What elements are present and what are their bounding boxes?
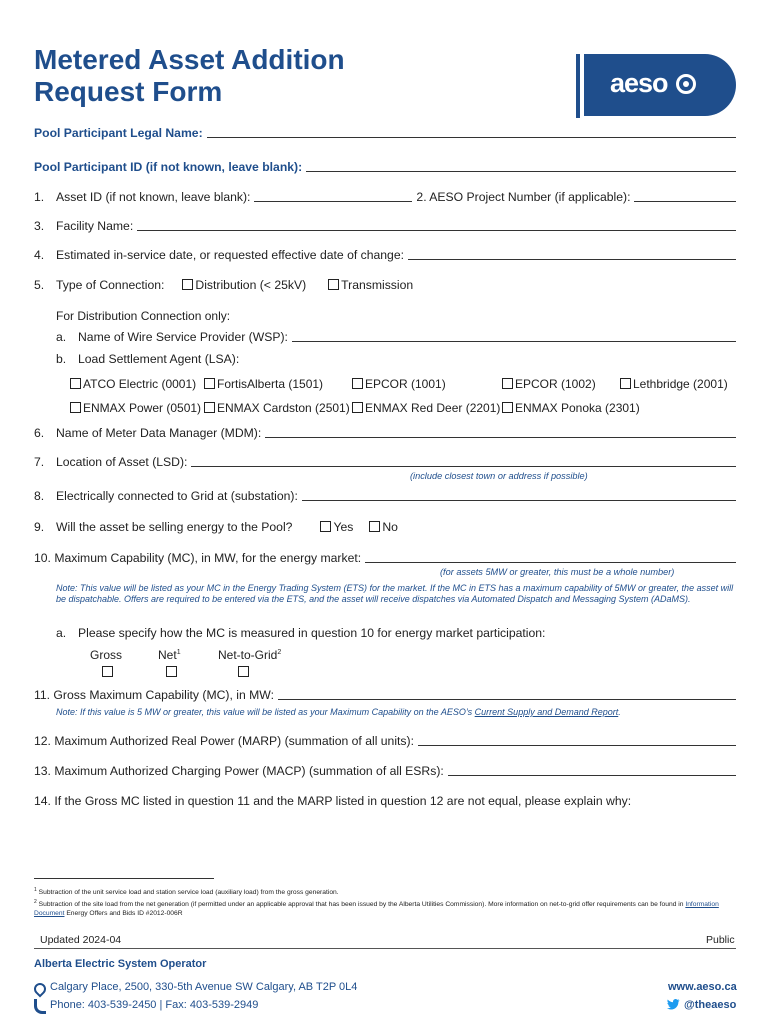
information-document-link[interactable]: Information Document — [34, 901, 719, 918]
participant-id-label: Pool Participant ID (if not known, leave blank): — [34, 160, 303, 174]
project-number-field[interactable] — [634, 201, 736, 202]
lsa-checkbox[interactable] — [352, 402, 363, 413]
q11-label: 11. Gross Maximum Capability (MC), in MW: — [34, 688, 274, 702]
lsa-option — [502, 377, 596, 391]
footnote-2-text: Subtraction of the site load from the net generation (if permitted under an applicable approval that has been issued by the Alberta Utilities Commission). More information on net-to-grid offer requirements can be found in — [38, 901, 686, 909]
footnote-2 — [34, 898, 738, 918]
yes-option — [320, 520, 353, 534]
logo-sun-icon — [676, 74, 696, 94]
q8-label: Electrically connected to Grid at (substation): — [56, 489, 298, 503]
in-service-date-field[interactable] — [408, 259, 736, 260]
footnote-2-end: Energy Offers and Bids ID #2012-006R — [64, 910, 183, 918]
distribution-only-label: For Distribution Connection only: — [56, 309, 231, 323]
location-field[interactable] — [191, 466, 736, 467]
footnote-divider — [34, 878, 214, 879]
legal-name-label: Pool Participant Legal Name: — [34, 126, 203, 140]
lsa-option-label: EPCOR (1001) — [365, 377, 446, 391]
q10a-number: a. — [56, 626, 67, 640]
lsa-option — [352, 401, 500, 415]
q5a-label: Name of Wire Service Provider (WSP): — [78, 330, 288, 344]
q5-row — [34, 278, 736, 292]
q9-label: Will the asset be selling energy to the Pool? — [56, 520, 293, 534]
participant-id-row — [34, 160, 736, 174]
q1-row — [34, 190, 736, 204]
lsa-option — [352, 377, 446, 391]
q5-number: 5. — [34, 278, 45, 292]
lsa-checkbox[interactable] — [502, 402, 513, 413]
lsa-option — [204, 401, 350, 415]
q5-label: Type of Connection: — [56, 278, 165, 292]
footnote-1 — [34, 886, 738, 897]
q10-note: Note: This value will be listed as your MC in the Energy Trading System (ETS) for the market. If the MC in ETS has a maximum capability of 5MW or greater, the asset will be dispatchable. Offers are required to be entered via the ETS, and the asset will receive dispatches via Automated Dispatch and Messaging System (ADaMS). — [56, 583, 734, 604]
q6-number: 6. — [34, 426, 45, 440]
q3-number: 3. — [34, 219, 45, 233]
mc-ntg-footnote-ref: 2 — [277, 649, 282, 656]
q10-label: 10. Maximum Capability (MC), in MW, for the energy market: — [34, 551, 362, 565]
lsa-checkbox[interactable] — [620, 378, 631, 389]
q7-number: 7. — [34, 455, 45, 469]
distribution-checkbox[interactable] — [182, 279, 193, 290]
phone-fax: Phone: 403-539-2450 | Fax: 403-539-2949 — [50, 999, 259, 1011]
lsa-option — [204, 377, 323, 391]
q5a-number: a. — [56, 330, 67, 344]
yes-checkbox[interactable] — [320, 521, 331, 532]
q14-label: 14. If the Gross MC listed in question 11 and the MARP listed in question 12 are not equal, please explain why: — [34, 794, 632, 808]
q11-row — [34, 688, 736, 702]
q7-hint: (include closest town or address if possible) — [410, 471, 588, 481]
location-pin-icon — [32, 981, 49, 998]
mc-gross-label: Gross — [90, 648, 123, 662]
lsa-option — [70, 401, 201, 415]
q10-row — [34, 551, 736, 565]
logo-text: aeso — [610, 68, 668, 98]
q1-label: Asset ID (if not known, leave blank): — [56, 190, 251, 204]
lsa-option-label: FortisAlberta (1501) — [217, 377, 324, 391]
twitter-icon — [667, 999, 680, 1010]
footnote-1-number: 1 — [34, 887, 37, 893]
mc-ntg-text: Net-to-Grid — [218, 648, 278, 662]
q9-number: 9. — [34, 520, 45, 534]
legal-name-field[interactable] — [207, 137, 736, 138]
transmission-checkbox[interactable] — [328, 279, 339, 290]
no-checkbox[interactable] — [369, 521, 380, 532]
mc-net-footnote-ref: 1 — [176, 649, 181, 656]
supply-demand-report-link[interactable]: Current Supply and Demand Report — [474, 707, 619, 717]
footer-divider — [34, 948, 736, 949]
transmission-option — [328, 278, 413, 292]
lsa-option-label: ENMAX Red Deer (2201) — [365, 401, 501, 415]
transmission-option-label: Transmission — [341, 278, 414, 292]
twitter-handle[interactable]: @theaeso — [684, 999, 737, 1011]
facility-name-field[interactable] — [137, 230, 736, 231]
footnote-1-text: Subtraction of the unit service load and station service load (auxiliary load) from the gross generation. — [38, 889, 339, 897]
mc-field[interactable] — [365, 562, 736, 563]
mc-net-label — [158, 648, 181, 662]
q10a-row — [56, 626, 736, 640]
q13-label: 13. Maximum Authorized Charging Power (MACP) (summation of all ESRs): — [34, 764, 444, 778]
lsa-option-label: ENMAX Cardston (2501) — [217, 401, 350, 415]
lsa-checkbox[interactable] — [204, 378, 215, 389]
lsa-checkbox[interactable] — [70, 378, 81, 389]
organization-name: Alberta Electric System Operator — [34, 958, 207, 970]
classification: Public — [706, 934, 735, 946]
q1-number: 1. — [34, 190, 45, 204]
lsa-option — [502, 401, 640, 415]
q7-label: Location of Asset (LSD): — [56, 455, 188, 469]
lsa-option — [70, 377, 196, 391]
lsa-option — [620, 377, 728, 391]
q6-row — [34, 426, 736, 440]
yes-label: Yes — [333, 520, 354, 534]
mc-gross-checkbox[interactable] — [102, 666, 113, 677]
logo-divider — [576, 54, 580, 118]
mc-ntg-checkbox[interactable] — [238, 666, 249, 677]
title-line-2: Request Form — [34, 76, 223, 107]
asset-id-field[interactable] — [254, 201, 412, 202]
q11-note — [56, 707, 736, 718]
q4-number: 4. — [34, 248, 45, 262]
q13-row — [34, 764, 736, 778]
q3-row — [34, 219, 736, 233]
q12-label: 12. Maximum Authorized Real Power (MARP) (summation of all units): — [34, 734, 414, 748]
no-label: No — [382, 520, 398, 534]
q11-note-text: Note: If this value is 5 MW or greater, this value will be listed as your Maximum Capability on the AESO’s — [56, 707, 475, 717]
q8-number: 8. — [34, 489, 45, 503]
q2-label: 2. AESO Project Number (if applicable): — [416, 190, 631, 204]
q3-label: Facility Name: — [56, 219, 134, 233]
no-option — [369, 520, 398, 534]
marp-field[interactable] — [418, 745, 736, 746]
explanation-area[interactable] — [34, 812, 736, 872]
q5a-row — [56, 330, 736, 344]
lsa-checkbox[interactable] — [352, 378, 363, 389]
q12-row — [34, 734, 736, 748]
lsa-option-label: EPCOR (1002) — [515, 377, 596, 391]
mc-net-text: Net — [158, 648, 177, 662]
q11-note-end: . — [618, 707, 621, 717]
participant-id-field[interactable] — [306, 171, 736, 172]
q5b-number: b. — [56, 352, 67, 366]
q4-row — [34, 248, 736, 262]
lsa-option-label: Lethbridge (2001) — [633, 377, 728, 391]
phone-icon — [34, 999, 46, 1014]
lsa-checkbox[interactable] — [502, 378, 513, 389]
q10a-label: Please specify how the MC is measured in question 10 for energy market participation: — [78, 626, 546, 640]
footnote-2-number: 2 — [34, 899, 37, 905]
lsa-checkbox[interactable] — [204, 402, 215, 413]
distribution-option — [182, 278, 306, 292]
mc-net-checkbox[interactable] — [166, 666, 177, 677]
address: Calgary Place, 2500, 330-5th Avenue SW Calgary, AB T2P 0L4 — [50, 981, 358, 993]
lsa-option-label: ENMAX Ponoka (2301) — [515, 401, 640, 415]
q4-label: Estimated in-service date, or requested effective date of change: — [56, 248, 404, 262]
q5b-row — [56, 352, 736, 366]
aeso-logo — [584, 54, 736, 116]
q5b-label: Load Settlement Agent (LSA): — [78, 352, 240, 366]
gross-mc-field[interactable] — [278, 699, 736, 700]
lsa-option-label: ATCO Electric (0001) — [83, 377, 197, 391]
page-title — [34, 44, 345, 108]
mc-ntg-label — [218, 648, 281, 662]
mdm-field[interactable] — [265, 437, 736, 438]
q10-hint: (for assets 5MW or greater, this must be a whole number) — [440, 567, 675, 577]
q9-row — [34, 520, 736, 534]
q6-label: Name of Meter Data Manager (MDM): — [56, 426, 262, 440]
distribution-option-label: Distribution (< 25kV) — [195, 278, 307, 292]
q14-row — [34, 794, 736, 808]
substation-field[interactable] — [302, 500, 736, 501]
lsa-option-label: ENMAX Power (0501) — [83, 401, 202, 415]
q8-row — [34, 489, 736, 503]
updated-date: Updated 2024-04 — [40, 934, 122, 946]
title-line-1: Metered Asset Addition — [34, 44, 345, 75]
legal-name-row — [34, 126, 736, 140]
wsp-field[interactable] — [292, 341, 736, 342]
website-link[interactable]: www.aeso.ca — [668, 981, 737, 993]
lsa-checkbox[interactable] — [70, 402, 81, 413]
q7-row — [34, 455, 736, 469]
macp-field[interactable] — [448, 775, 736, 776]
